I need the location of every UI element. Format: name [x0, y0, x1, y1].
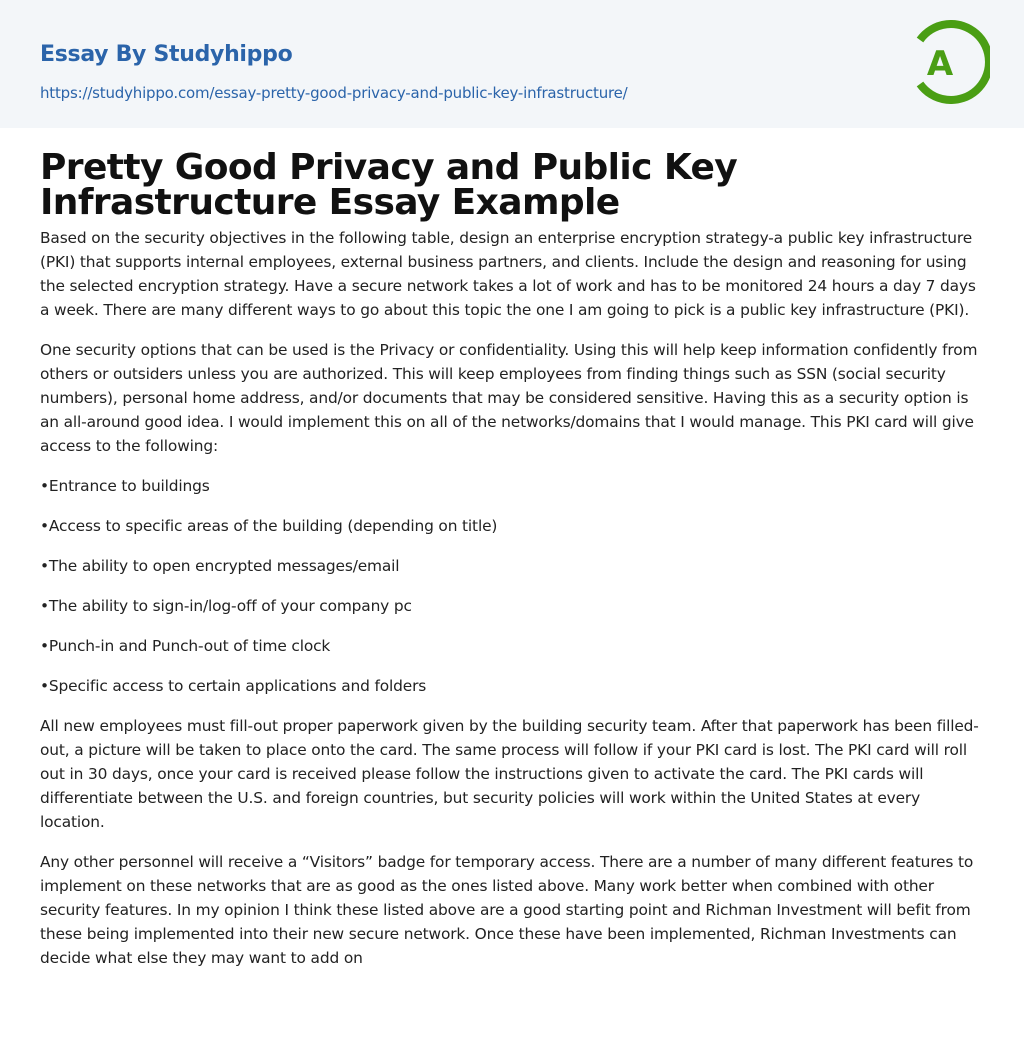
essay-body [40, 226, 984, 970]
logo-letter: A [926, 44, 954, 84]
paragraph: All new employees must fill-out proper paperwork given by the building security team. After that paperwork has been filled-out, a picture will be taken to place onto the card. The same process will follow if your PKI card is lost. The PKI card will roll out in 30 days, once your card is received please follow the instructions given to activate the card. The PKI cards will differentiate between the U.S. and foreign countries, but security policies will work within the United States at every location. [40, 717, 979, 831]
list-item: •The ability to sign-in/log-off of your company pc [40, 597, 412, 615]
list-item: •Entrance to buildings [40, 477, 210, 495]
brand-name: Essay By Studyhippo [40, 42, 293, 67]
list-item: •Specific access to certain applications and folders [40, 677, 427, 695]
list-item: •The ability to open encrypted messages/email [40, 557, 400, 575]
source-url-link[interactable]: https://studyhippo.com/essay-pretty-good-privacy-and-public-key-infrastructure/ [40, 84, 628, 102]
paragraph: Based on the security objectives in the following table, design an enterprise encryption strategy-a public key infrastructure (PKI) that supports internal employees, external business partners, and clients. Include the design and reasoning for using the selected encryption strategy. Have a secure network takes a lot of work and has to be monitored 24 hours a day 7 days a week. There are many different ways to go about this topic the one I am going to pick is a public key infrastructure (PKI). [40, 229, 976, 319]
paragraph: One security options that can be used is the Privacy or confidentiality. Using this will help keep information confidently from others or outsiders unless you are authorized. This will keep employees from finding things such as SSN (social security numbers), personal home address, and/or documents that may be considered sensitive. Having this as a security option is an all-around good idea. I would implement this on all of the networks/domains that I would manage. This PKI card will give access to the following: [40, 341, 978, 455]
list-item: •Access to specific areas of the building (depending on title) [40, 517, 498, 535]
paragraph: Any other personnel will receive a “Visitors” badge for temporary access. There are a number of many different features to implement on these networks that are as good as the ones listed above. Many work better when combined with other security features. In my opinion I think these listed above are a good starting point and Richman Investment will befit from these being implemented into their new secure network. Once these have been implemented, Richman Investments can decide what else they may want to add on [40, 853, 974, 967]
studyhippo-logo-icon[interactable] [906, 20, 990, 104]
site-header [0, 0, 1024, 128]
list-item: •Punch-in and Punch-out of time clock [40, 637, 331, 655]
page-title: Pretty Good Privacy and Public Key Infrastructure Essay Example [40, 147, 738, 223]
